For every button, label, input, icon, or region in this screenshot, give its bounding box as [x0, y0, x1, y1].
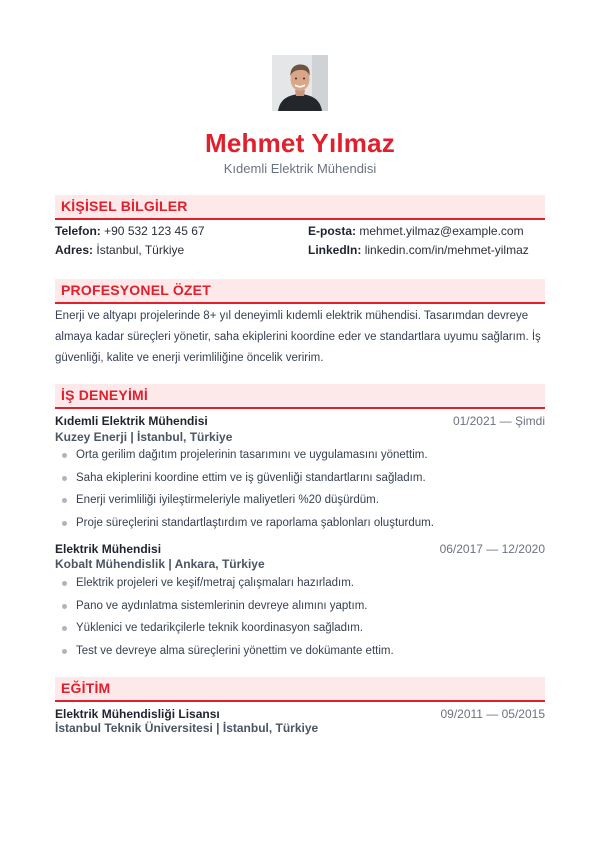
job-bullets — [62, 447, 434, 537]
list-item: Proje süreçlerini standartlaştırdım ve raporlama şablonları oluşturdum. — [62, 515, 434, 538]
job-date: 06/2017 — 12/2020 — [439, 542, 545, 556]
section-summary — [55, 279, 545, 304]
list-item: Pano ve aydınlatma sistemlerinin devreye alımını yaptım. — [62, 598, 394, 621]
address-value: İstanbul, Türkiye — [96, 243, 185, 257]
section-experience — [55, 384, 545, 409]
section-heading: PROFESYONEL ÖZET — [61, 282, 211, 298]
job-title-headline: Kıdemli Elektrik Mühendisi — [223, 161, 377, 176]
linkedin-label: LinkedIn: — [308, 243, 362, 257]
section-heading: İŞ DENEYİMİ — [61, 387, 148, 403]
phone-row — [55, 224, 205, 238]
list-item: Orta gerilim dağıtım projelerinin tasarımını ve uygulamasını yönettim. — [62, 447, 434, 470]
section-heading: KİŞİSEL BİLGİLER — [61, 198, 188, 214]
section-heading: EĞİTİM — [61, 680, 111, 696]
job-company: Kuzey Enerji | İstanbul, Türkiye — [55, 430, 233, 444]
email-row — [308, 224, 524, 238]
list-item: Yüklenici ve tedarikçilerle teknik koordinasyon sağladım. — [62, 620, 394, 643]
summary-text: Enerji ve altyapı projelerinde 8+ yıl deneyimli kıdemli elektrik mühendisi. Tasarımdan devreye almaya kadar süreçleri yönetir, saha ekiplerini koordine eder ve standartlara uyumu sağlarım. İş güvenliği, kalite ve enerji verimliliğine öncelik veririm. — [55, 310, 541, 364]
job-company: Kobalt Mühendislik | Ankara, Türkiye — [55, 557, 265, 571]
education-date: 09/2011 — 05/2015 — [440, 707, 545, 721]
section-personal-info — [55, 195, 545, 220]
email-link[interactable]: mehmet.yilmaz@example.com — [359, 224, 524, 238]
list-item: Elektrik projeleri ve keşif/metraj çalışmaları hazırladım. — [62, 575, 394, 598]
list-item: Test ve devreye alma süreçlerini yönettim ve dokümante ettim. — [62, 643, 394, 666]
list-item: Saha ekiplerini koordine ettim ve iş güvenliği standartlarını sağladım. — [62, 470, 434, 493]
section-education — [55, 677, 545, 702]
profile-photo-image — [272, 55, 328, 111]
list-item: Enerji verimliliği iyileştirmeleriyle maliyetleri %20 düşürdüm. — [62, 492, 434, 515]
full-name: Mehmet Yılmaz — [205, 128, 395, 158]
job-bullets — [62, 575, 394, 665]
email-label: E-posta: — [308, 224, 356, 238]
linkedin-link[interactable]: linkedin.com/in/mehmet-yilmaz — [364, 243, 529, 257]
job-date: 01/2021 — Şimdi — [452, 414, 545, 428]
profile-photo — [272, 55, 328, 111]
address-row — [55, 243, 184, 257]
school-name: İstanbul Teknik Üniversitesi | İstanbul, Türkiye — [55, 721, 319, 735]
linkedin-row — [308, 243, 529, 257]
phone-label: Telefon: — [55, 224, 101, 238]
job-title: Kıdemli Elektrik Mühendisi — [55, 414, 208, 428]
phone-value: +90 532 123 45 67 — [104, 224, 205, 238]
job-title: Elektrik Mühendisi — [55, 542, 162, 556]
address-label: Adres: — [55, 243, 94, 257]
degree-title: Elektrik Mühendisliği Lisansı — [55, 707, 220, 721]
